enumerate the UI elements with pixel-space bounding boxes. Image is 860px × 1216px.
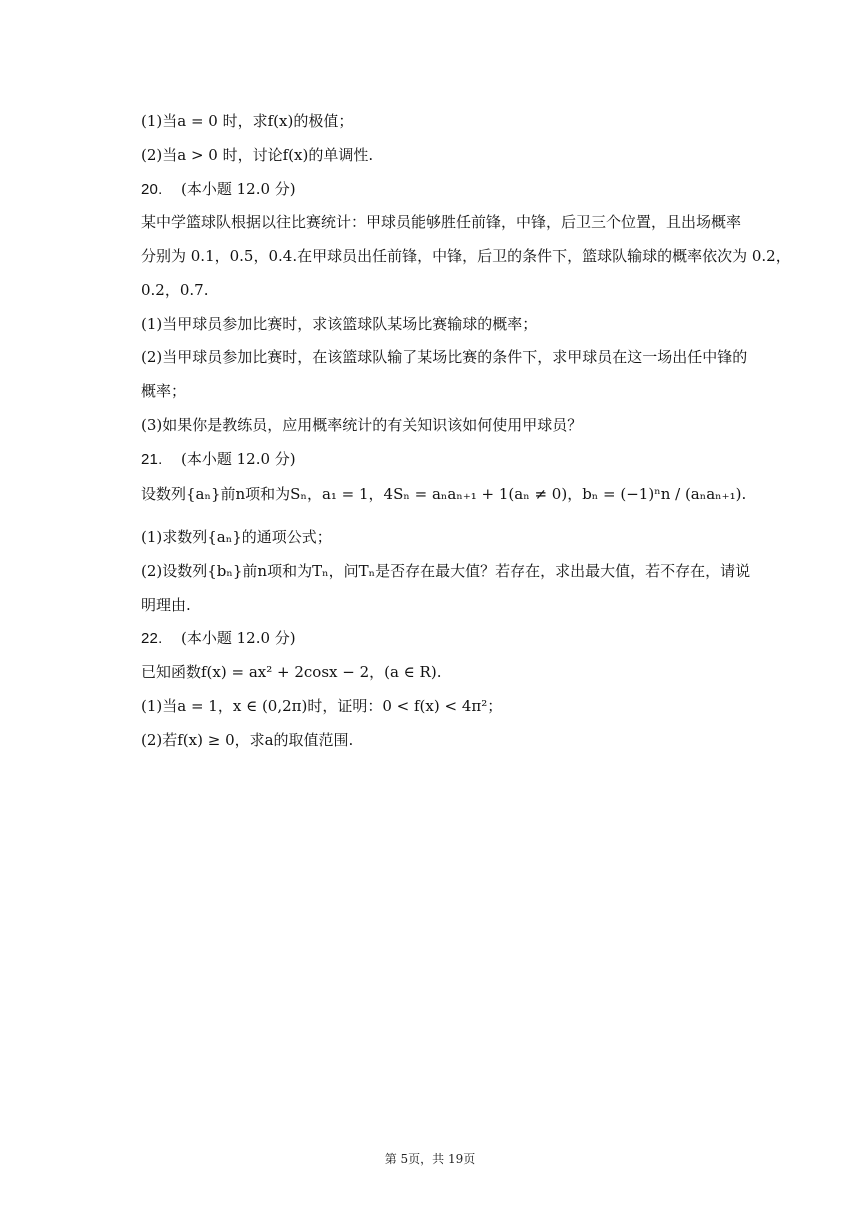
q21-number: 21.: [141, 451, 163, 468]
q21-part2-line1: (2)设数列{bₙ}前n项和为Tₙ，问Tₙ是否存在最大值？若存在，求出最大值，若不存在，请说: [141, 562, 751, 580]
q20-score: (本小题 12.0 分): [181, 180, 296, 198]
q20-stem-line3: 0.2，0.7.: [141, 281, 209, 299]
q22-score: (本小题 12.0 分): [181, 629, 296, 647]
q20-stem-line1: 某中学篮球队根据以往比赛统计：甲球员能够胜任前锋，中锋，后卫三个位置，且出场概率: [141, 213, 742, 231]
q22-number: 22.: [141, 630, 163, 647]
q19-part1: (1)当a = 0 时，求f(x)的极值；: [141, 112, 354, 130]
q22-stem: 已知函数f(x) = ax² + 2cosx − 2，(a ∈ R).: [141, 663, 442, 681]
q20-part2-line2: 概率；: [141, 382, 187, 400]
q20-stem-line2: 分别为 0.1，0.5，0.4.在甲球员出任前锋，中锋，后卫的条件下，篮球队输球的概率依次为 0.2，: [141, 247, 791, 265]
q21-header: [141, 449, 296, 470]
q21-part1: (1)求数列{aₙ}的通项公式；: [141, 528, 332, 546]
q20-part2-line1: (2)当甲球员参加比赛时，在该篮球队输了某场比赛的条件下，求甲球员在这一场出任中锋的: [141, 348, 748, 366]
q21-part2-line2: 明理由.: [141, 596, 191, 614]
q21-stem: 设数列{aₙ}前n项和为Sₙ，a₁ = 1，4Sₙ = aₙaₙ₊₁ + 1(aₙ ≠ 0)，bₙ = (−1)ⁿn / (aₙaₙ₊₁).: [141, 485, 747, 503]
q20-number: 20.: [141, 181, 163, 198]
q20-part1: (1)当甲球员参加比赛时，求该篮球队某场比赛输球的概率；: [141, 315, 538, 333]
q22-header: [141, 628, 296, 649]
q20-header: [141, 179, 296, 200]
q21-score: (本小题 12.0 分): [181, 450, 296, 468]
page-footer: 第 5页，共 19页: [384, 1152, 476, 1166]
q19-part2: (2)当a > 0 时，讨论f(x)的单调性.: [141, 146, 374, 164]
q22-part1: (1)当a = 1，x ∈ (0,2π)时，证明：0 < f(x) < 4π²；: [141, 697, 503, 715]
q22-part2: (2)若f(x) ≥ 0，求a的取值范围.: [141, 731, 354, 749]
q20-part3: (3)如果你是教练员，应用概率统计的有关知识该如何使用甲球员？: [141, 416, 583, 434]
